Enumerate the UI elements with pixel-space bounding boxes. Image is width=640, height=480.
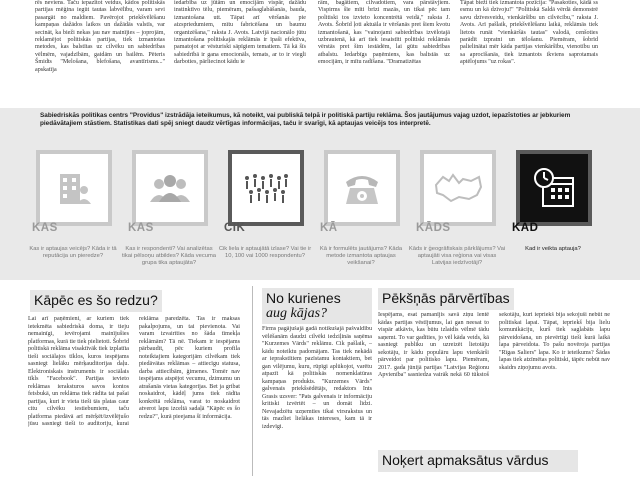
article-heading: Kāpēc es šo redzu? [34,292,158,308]
column-text: rēs neviens. Taču iepazītot veidus, kādos politiskās partijas mēģina iegūt tautas labvēlību, varam sevi pasargāt no maldiem. Pavērojot priekšvēlēšanu kampaņas dažādos laikos un dažādās valstīs, var secināt, ka bieži nekas jau nav mainījies – joprojām, reklamējot politiskās partijas, tiek izmantotas metodes, kas balstītas uz cilvēku un sabiedrības vēlmēm, vajadzībām, gaidām un bailēm. Pēteris Šmidts "Melošana, blefošana, avantīrisms..." apskatīja [35,0,165,73]
infographic-item [510,146,594,242]
heading-box [30,290,162,312]
infographic-intro: Sabiedriskās politikas centrs "Providus" izstrādāja ieteikumus, kā noteikt, vai publiskā telpā ir politiskā partiju reklāma. Šos jautājumus vajag uzdot, iepazīstoties ar jebkuriem piedāvātajiem stāstiem. Statistikas dati spēj sniegt daudz vērtīgas informācijas, taču ir svarīgi, kā aptaujas veicējs tos interpretē. [40,112,571,128]
latvia-map-icon [424,154,492,222]
group-icon [136,154,204,222]
infographic-icons [30,146,610,246]
article-where-from [262,282,372,480]
article-column [174,0,306,106]
calendar-clock-icon [520,154,588,222]
item-label: KAS [32,222,58,234]
item-caption: Cik liela ir aptaujātā izlase? Vai tie ir 10, 100 vai 1000 respondentu? [218,246,312,260]
infographic-captions [30,246,610,280]
infographic-item [222,146,306,242]
phone-icon [328,154,396,222]
top-article-columns [0,0,640,106]
item-label: KAD [512,222,539,234]
building-person-icon [40,154,108,222]
article-column [460,0,598,106]
item-caption: Kas ir aptaujas veicējs? Kāda ir tā reputācija un pieredze? [29,246,117,260]
heading-box [262,288,372,324]
article-why-see [28,282,240,480]
infographic-item [414,146,498,242]
item-label: KAS [128,222,154,234]
item-caption: Kad ir veikta aptauja? [525,246,581,252]
heading-box [378,288,514,310]
column-text: iedarbība uz jūtām un emocijām vispār, dažādu instinktīvo tēlu, piemēram, pašsaglabāšanās, bauda, izmantošana utt. Tāpat arī vēršanās pie aizspriedumiem, mītu fabricēšana un baumu organizēšana," raksta J. Avots. Latvijā nacionālo jūtu izmantošana politiskajās reklāmās ir īpaši efektīva, pamatojot ar vēsturiski sāpīgiem tematiem. Tā kā šīs sabiedrībā ir gana emocionāls, temats, ar to ir viegli darboties, pārliecinot kādu ie [174,0,306,66]
article-column [318,0,450,106]
article-heading: Pēkšņās pārvērtības [382,290,510,306]
item-label: KĀ [320,222,338,234]
infographic-item [126,146,210,242]
article-subsection-heading: Noķert apmaksātus vārdus [382,452,549,468]
bottom-articles [0,282,640,480]
article-text: Iespējams, esat pamanījis savā ziņu lentē kādas partijas vēstījumus, lai gan neesat to vispār atkāvis, kas būtu izlaidis vēlmē tādu saņemt. To var gadīties, jo vēl kāda veids, kā sasniegt publiku un uzreizēt lietotāju sekotāju, ir kādu populāru lapu vienkārši pārveidot par politisko lapu. Piemēram, 2017. gada jūnijā partijas "Latvijas Reģionu Apvienība" sasniedza vairāk nekā 60 tūkstoš sekotāju, kuri iepriekš bija sekojuši nebūt ne politiskai lapai. Tāpat, iepriekš bija lielu komunikāciju, kurš tiek saglabāts lapu pārveidošana, un pievērtīgi tieši kurā laikā lapa pārveidota. To pašu novēroja partijas "Rīgas Saliers" lapa. Ko ir ieteikums? Šādas lapas tiek atzīmētas politiski, tāpēc nebūt nav skaidrs ziņojumu avots. [378,312,610,378]
article-text: Lai arī paņēmieni, ar kuriem tiek ietekmēta sabiedriskā doma, ir tieju nemainīgi, ievērojami mainījušies platformas, kurā tie tiek pielietoti. Šobrīd politiskā reklāma visaktīvāk tiek izplatīta tieši sociālajos tīklos, kuros iespējams sasniegt lielāku mērķauditorijas daļu. Elektroniskais instruments ir sociālais tīkls "Facebook". Partijas ievieto reklāmas ieraksturos savos kontos feisbukā, un reklāma tiek rādīta tai pašai partijas, kuri ir vieta tieši tās platas caur citu cilvēku iestiebumiem, taču platforma piedāvā arī mērķēt/izvēlējušo jūsu sasniegt tieši to auditoriju, kurai reklāma paredzēta. Tas ir maksas pakalpojums, un tai pievienota. Vai varam izvairīties no šāda tīmekļa reklāmām? Tā nē. Tiekam ir iespējams pārbaudīt, pēc kuriem profila noteiktajiem kategorijām cilvēkam tiek piedāvātas reklāmas – attiecīgu statusa, darba attiecībām, ģimenes. Tomēr nav iespējams atspējot vecumu, dzimumu un atrašanās vietas kategorijas. Bet ja gribat noskaidrot, kādēļ jums tiek rādīta konkrētā reklāma, varat to noskaidrot atverot lapu izceltā sadaļā "Kāpēc es šo redzu?", kurā pieejama šī informācija. [28,316,240,427]
article-transformations [378,282,610,480]
item-label: KĀDS [416,222,451,234]
item-caption: Kas ir respondenti? Vai analizētas tikai pēlsoņu atbildes? Kāda vecuma grupa tika aptaujāta? [121,246,217,267]
article-text: Firms pagājušajā gadā notikušajā pašvaldību vēlēšanām daudzi cilvēki iedziļinās saņēma "Kurzemes Vārds" reklāmu. Cik pašlaik, – kādu noteiktu padomājam. Tas tiek nekādā ar ieprakstītiem pazīstamu kontaktiem, bet gan vilējumu, kuru, rūpīgi aplūkojot, varētu atpazīt kā politiskās nomenklatūras kampaņas produkts. "Kurzemes Vārds" galvenais priekšsēdētājs, redaktors Ints Grasis uzsver: "Pats galvenais ir informāciju kritiski izvērtēt – un domāt līdzi. Nevajadzētu uzņemties tikai virsrakstus un tās mazliet lielākas intereses, kam tā ir izdevīgi. [262,326,372,430]
infographic-item [30,146,114,242]
crowd-icon [232,154,300,222]
column-text: Tāpat bieži tiek izmantota pozīcija: "Pasakoties, kādā ss esmu un kā dzīvoju!" "Politiskā Saldā vērdā demonstrē savu dzīvesveidu, vienkāršību un cilvēcību," raksta J. Avots. Arī pašlaik, priekšvēlēšanu laikā, reklāmās tiek lietots runāt "vienkāršās tautas" valodā, cenšoties parādīt izpratni un tēlošanu. Piemēram, šobrīd palielinātai mēr kāda partijas vienkāršību, vienotību un sa aprocīšanās, tiek izmantots ikviens saprotamais aptēlojums "uz rokas". [460,0,598,66]
infographic-item [318,146,402,242]
item-caption: Kāds ir ģeogrāfiskais pārklājums? Vai aptaujāti visa reģiona vai visas Latvijas iedzīvotāji? [408,246,506,267]
item-caption: Kā ir formulēts jautājums? Kāda metode izmantota aptaujas veikšanai? [319,246,403,267]
heading-box [378,450,578,472]
infographic-band [0,108,640,280]
column-divider [252,286,253,476]
item-label: CIK [224,222,246,234]
column-text: rām, bagātiem, cilvadotiem, vara pārstāvjiem. Vispirms šīe mīti brīzi mazās, un tikai pēc tam politiski tos izvieto koncentrētā veidā," raksta J. Avots. Šobrīd ļoti aktuāla ir vēršanās pret šiem kvotu izmantošanā, kas "vainojami sabiedrības izvēlotajā uzbrauienā, kā arī tiek iesaistīti politiski reklāmās vērstās pret šim iestādēm, lai gūtu sabiedrības atbalstu. Iedarbīgs paņēmiens, kas baltstās uz emocijām, ir mītu radīšana. "Dramatizētas [318,0,450,66]
article-column [35,0,165,106]
article-heading: No kurienes [266,290,341,306]
article-subheading: aug kājas? [266,306,328,321]
